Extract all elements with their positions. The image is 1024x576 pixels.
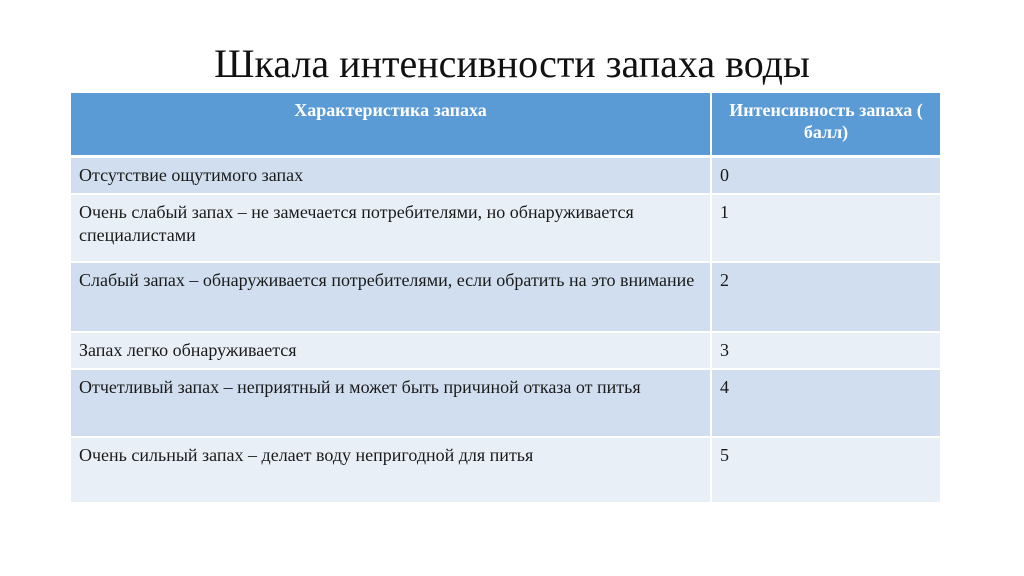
table-row bbox=[71, 194, 940, 262]
row-description: Очень сильный запах – делает воду непригодной для питья bbox=[71, 437, 711, 503]
table-header-row bbox=[71, 93, 940, 156]
row-score: 2 bbox=[711, 262, 940, 332]
slide-title: Шкала интенсивности запаха воды bbox=[214, 41, 810, 86]
table-row bbox=[71, 262, 940, 332]
table-row bbox=[71, 369, 940, 437]
row-description: Слабый запах – обнаруживается потребителями, если обратить на это внимание bbox=[71, 262, 711, 332]
header-odor-characteristic: Характеристика запаха bbox=[71, 93, 711, 156]
table-row bbox=[71, 332, 940, 369]
row-score: 0 bbox=[711, 156, 940, 194]
row-score: 4 bbox=[711, 369, 940, 437]
table-row bbox=[71, 437, 940, 503]
odor-intensity-table bbox=[71, 93, 940, 504]
row-score: 5 bbox=[711, 437, 940, 503]
row-description: Очень слабый запах – не замечается потребителями, но обнаруживается специалистами bbox=[71, 194, 711, 262]
row-description: Отчетливый запах – неприятный и может быть причиной отказа от питья bbox=[71, 369, 711, 437]
row-description: Запах легко обнаруживается bbox=[71, 332, 711, 369]
row-score: 1 bbox=[711, 194, 940, 262]
row-score: 3 bbox=[711, 332, 940, 369]
header-odor-intensity: Интенсивность запаха ( балл) bbox=[711, 93, 940, 156]
table-row bbox=[71, 156, 940, 194]
row-description: Отсутствие ощутимого запах bbox=[71, 156, 711, 194]
